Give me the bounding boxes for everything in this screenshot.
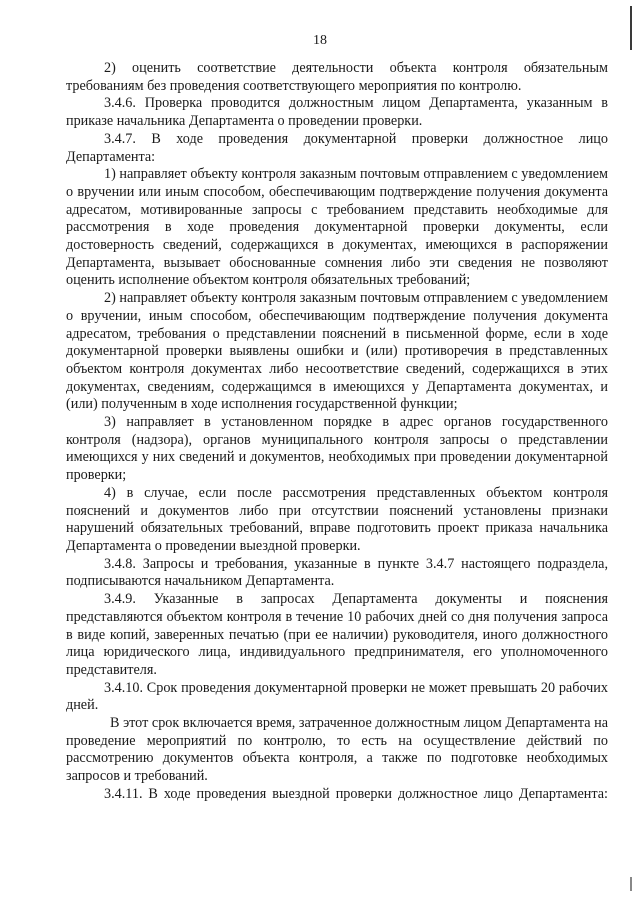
paragraph: В этот срок включается время, затраченное должностным лицом Департамента на проведение мероприятий по контролю, то есть на осуществление действий по рассмотрению документов объекта контроля, а также по подготовке необходимых запросов и требований. [66, 715, 608, 785]
document-body [66, 60, 608, 804]
paragraph: 3.4.6. Проверка проводится должностным лицом Департамента, указанным в приказе начальника Департамента о проведении проверки. [66, 95, 608, 130]
paragraph: 2) направляет объекту контроля заказным почтовым отправлением с уведомлением о вручении, иным способом, обеспечивающим подтверждение получения документа адресатом, требования о представлении пояснений в письменной форме, если в ходе документарной проверки выявлены ошибки и (или) противоречия в представленных объектом контроля документах либо несоответствие сведений, содержащихся в этих документах, сведениям, содержащимся в имеющихся у Департамента документах, и (или) полученным в ходе исполнения государственной функции; [66, 290, 608, 413]
paragraph: 3.4.10. Срок проведения документарной проверки не может превышать 20 рабочих дней. [66, 679, 608, 714]
paragraph: 2) оценить соответствие деятельности объекта контроля обязательным требованиям без проведения соответствующего мероприятия по контролю. [66, 60, 608, 94]
scan-edge-mark-bottom [630, 877, 632, 891]
paragraph: 4) в случае, если после рассмотрения представленных объектом контроля пояснений и документов либо при отсутствии пояснений установлены признаки нарушений обязательных требований, вправе подготовить проект приказа начальника Департамента о проведении выездной проверки. [66, 484, 608, 554]
paragraph: 3.4.11. В ходе проведения выездной проверки должностное лицо Департамента: [104, 785, 608, 802]
page-number: 18 [313, 33, 327, 48]
paragraph: 1) направляет объекту контроля заказным почтовым отправлением с уведомлением о вручении или иным способом, обеспечивающим подтверждение получения документа адресатом, мотивированные запросы с требованием представить необходимые для рассмотрения в ходе проведения документарной проверки документы, если достоверность сведений, содержащихся в документах, имеющихся в распоряжении Департамента, вызывает обоснованные сомнения либо эти сведения не позволяют оценить исполнение объектом контроля обязательных требований; [66, 166, 608, 289]
paragraph: 3.4.8. Запросы и требования, указанные в пункте 3.4.7 настоящего подраздела, подписываются начальником Департамента. [66, 555, 608, 590]
paragraph: 3.4.7. В ходе проведения документарной проверки должностное лицо Департамента: [66, 130, 608, 165]
paragraph: 3.4.9. Указанные в запросах Департамента документы и пояснения представляются объектом контроля в течение 10 рабочих дней со дня получения запроса в виде копий, заверенных печатью (при ее наличии) руководителя, иного должностного лица юридического лица, индивидуального предпринимателя, его уполномоченного представителя. [66, 591, 608, 678]
paragraph: 3) направляет в установленном порядке в адрес органов государственного контроля (надзора), органов муниципального контроля запросы о представлении имеющихся у них сведений и документов, необходимых при проведении документарной проверки; [66, 414, 608, 484]
